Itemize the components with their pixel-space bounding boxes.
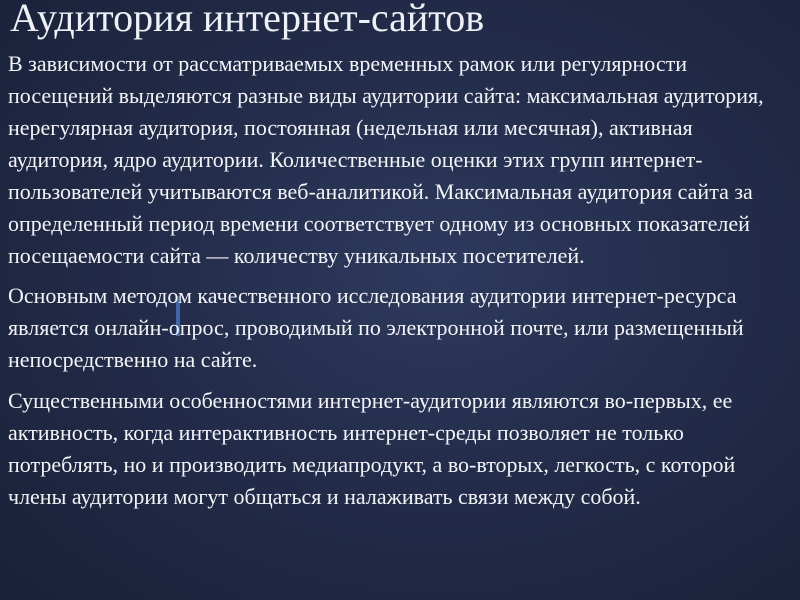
paragraph-audience-types: В зависимости от рассматриваемых временных рамок или регулярности посещений выделяются разные виды аудитории сайта: максимальная аудитория, нерегулярная аудитория, постоянная (недельная или месячная), активная аудитория, ядро аудитории. Количественные оценки этих групп интернет-пользователей учитываются веб-аналитикой. Максимальная аудитория сайта за определенный период времени соответствует одному из основных показателей посещаемости сайта — количеству уникальных посетителей.	[8, 51, 764, 268]
paragraph-research-method: Основным методом качественного исследования аудитории интернет-ресурса является онлайн-опрос, проводимый по электронной почте, или размещенный непосредственно на сайте.	[8, 283, 744, 372]
slide-title: Аудитория интернет-сайтов	[10, 0, 485, 40]
slide-body	[8, 48, 790, 521]
paragraph-audience-features: Существенными особенностями интернет-аудитории являются во-первых, ее активность, когда интерактивность интернет-среды позволяет не только потреблять, но и производить медиапродукт, а во-вторых, легкость, с которой члены аудитории могут общаться и налаживать связи между собой.	[8, 388, 736, 509]
